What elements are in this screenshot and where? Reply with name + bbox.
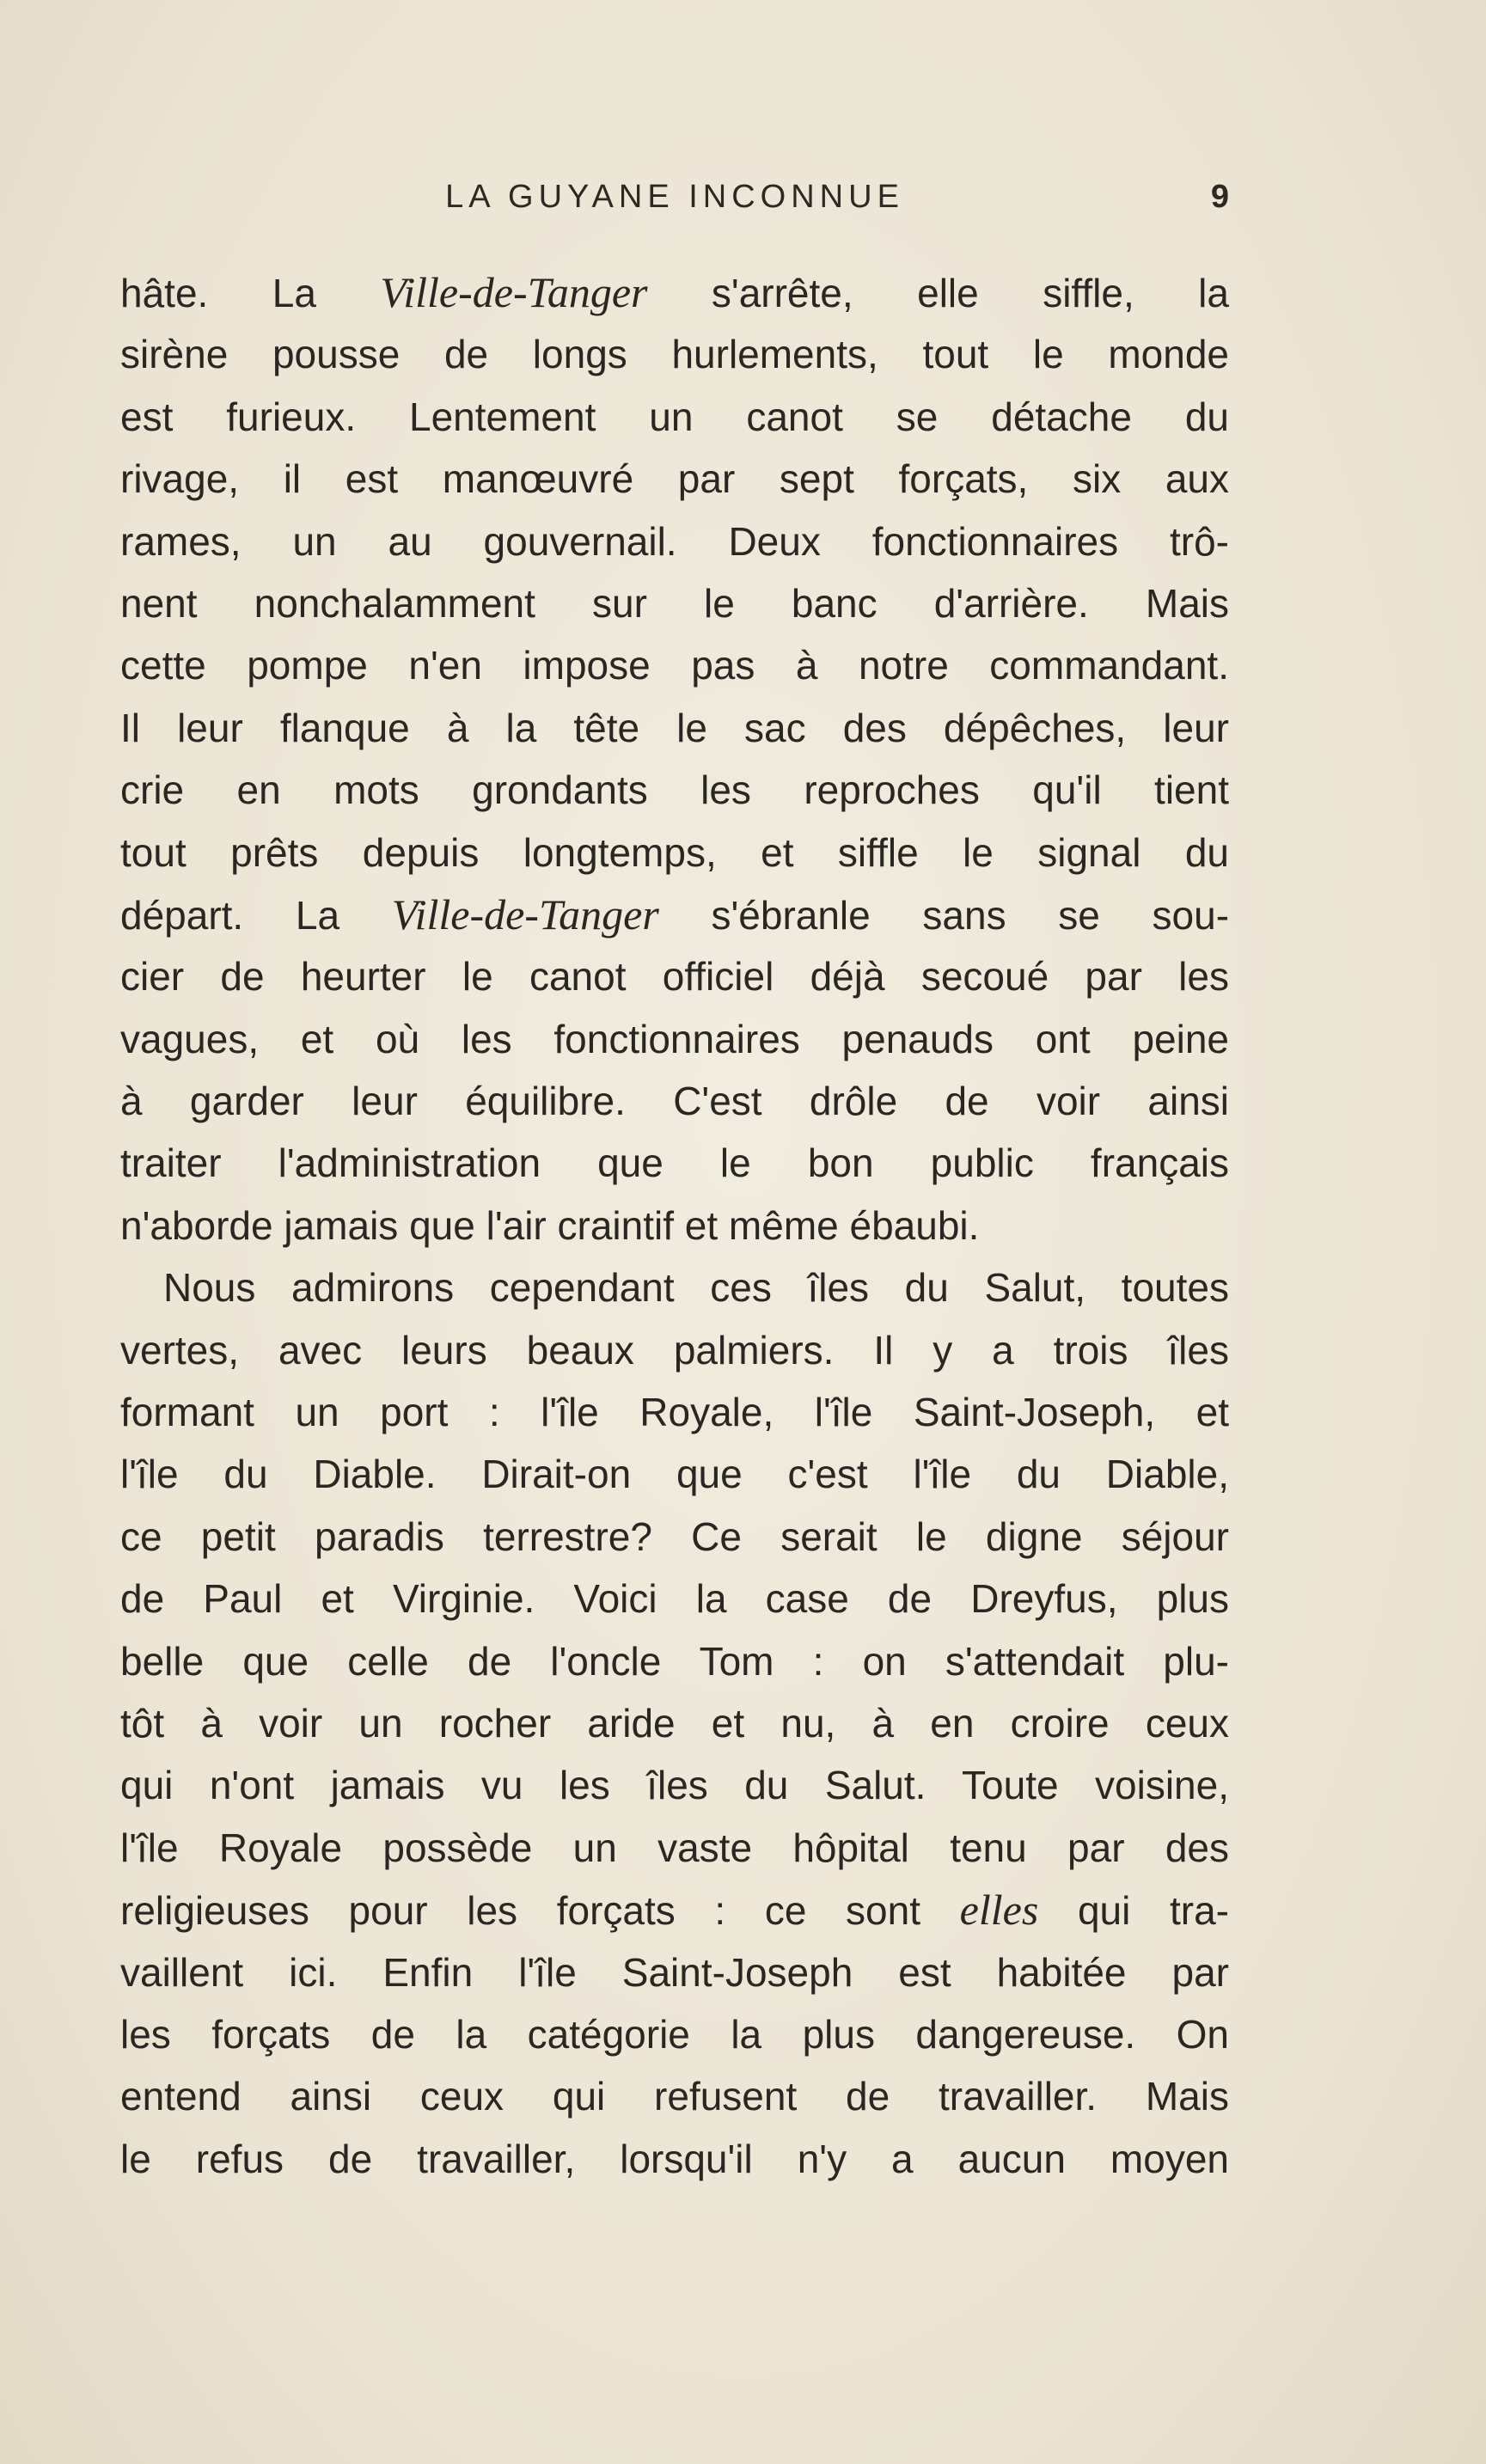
text-segment: qui tra-: [1038, 1888, 1229, 1934]
text-segment: crie en mots grondants les reproches qu'il tient: [120, 767, 1229, 813]
text-segment: religieuses pour les forçats : ce sont: [120, 1888, 960, 1934]
text-line: [120, 1568, 1229, 1629]
text-line: [120, 448, 1229, 510]
text-line: [120, 1008, 1229, 1070]
text-line: [120, 1506, 1229, 1568]
text-segment: de Paul et Virginie. Voici la case de Dreyfus, plus: [120, 1576, 1229, 1622]
text-line: [120, 261, 1229, 323]
text-line: [120, 1879, 1229, 1941]
text-line: [120, 386, 1229, 448]
text-line: [120, 1132, 1229, 1194]
text-segment: sirène pousse de longs hurlements, tout le monde: [120, 332, 1229, 377]
text-segment: s'arrête, elle siffle, la: [647, 271, 1229, 315]
text-line: [120, 1319, 1229, 1381]
text-line: [120, 1381, 1229, 1443]
text-segment: vertes, avec leurs beaux palmiers. Il y a trois îles: [120, 1327, 1229, 1373]
text-segment: belle que celle de l'oncle Tom : on s'attendait plu-: [120, 1638, 1229, 1684]
text-line: [120, 1256, 1229, 1318]
text-segment: tout prêts depuis longtemps, et siffle le signal du: [120, 829, 1229, 875]
text-segment: cette pompe n'en impose pas à notre commandant.: [120, 643, 1229, 688]
body-text: [120, 261, 1229, 2190]
text-line: [120, 1070, 1229, 1132]
text-line: [120, 2003, 1229, 2065]
text-segment: n'aborde jamais que l'air craintif et même ébaubi.: [120, 1202, 980, 1248]
text-segment: vagues, et où les fonctionnaires penauds ont peine: [120, 1016, 1229, 1061]
text-segment: départ. La: [120, 892, 392, 938]
text-segment: s'ébranle sans se sou-: [658, 892, 1229, 938]
text-segment: est furieux. Lentement un canot se détache du: [120, 394, 1229, 439]
text-segment: Nous admirons cependant ces îles du Salut, toutes: [163, 1265, 1229, 1311]
text-segment: traiter l'administration que le bon public français: [120, 1140, 1229, 1186]
text-segment: qui n'ont jamais vu les îles du Salut. Toute voisine,: [120, 1763, 1229, 1808]
text-line: [120, 323, 1229, 385]
text-line: [120, 697, 1229, 759]
text-line: [120, 1754, 1229, 1816]
text-line: [120, 1817, 1229, 1879]
text-segment: Il leur flanque à la tête le sac des dépêches, leur: [120, 705, 1229, 750]
text-segment: l'île du Diable. Dirait-on que c'est l'île du Diable,: [120, 1452, 1229, 1497]
running-head: [120, 179, 1229, 230]
text-segment: vaillent ici. Enfin l'île Saint-Joseph est habitée par: [120, 1949, 1229, 1995]
text-segment: le refus de travailler, lorsqu'il n'y a aucun moyen: [120, 2136, 1229, 2181]
text-segment: formant un port : l'île Royale, l'île Saint-Joseph, et: [120, 1390, 1229, 1435]
text-line: [120, 1941, 1229, 2003]
text-segment: à garder leur équilibre. C'est drôle de voir ainsi: [120, 1079, 1229, 1124]
text-line: [120, 1443, 1229, 1505]
text-line: [120, 572, 1229, 634]
text-segment: rivage, il est manœuvré par sept forçats, six aux: [120, 456, 1229, 502]
text-segment: les forçats de la catégorie la plus dangereuse. On: [120, 2011, 1229, 2057]
text-line: [120, 883, 1229, 945]
text-segment: ce petit paradis terrestre? Ce serait le digne séjour: [120, 1513, 1229, 1559]
text-line: [120, 634, 1229, 696]
text-line: [120, 2065, 1229, 2127]
italic-text: Ville-de-Tanger: [391, 890, 659, 939]
text-line: [120, 1630, 1229, 1692]
italic-text: Ville-de-Tanger: [380, 268, 648, 316]
text-line: [120, 1692, 1229, 1754]
text-segment: rames, un au gouvernail. Deux fonctionnaires trô-: [120, 518, 1229, 564]
text-line: [120, 1195, 1229, 1256]
page-number: 9: [1210, 179, 1229, 215]
text-line: [120, 2128, 1229, 2190]
text-line: [120, 945, 1229, 1007]
text-segment: hâte. La: [120, 271, 381, 315]
text-segment: cier de heurter le canot officiel déjà secoué par les: [120, 954, 1229, 1000]
running-head-title: LA GUYANE INCONNUE: [445, 179, 904, 215]
text-segment: l'île Royale possède un vaste hôpital tenu par des: [120, 1825, 1229, 1870]
text-segment: entend ainsi ceux qui refusent de travailler. Mais: [120, 2074, 1229, 2119]
text-segment: nent nonchalamment sur le banc d'arrière. Mais: [120, 580, 1229, 626]
text-line: [120, 759, 1229, 821]
italic-text: elles: [959, 1886, 1039, 1935]
text-segment: tôt à voir un rocher aride et nu, à en croire ceux: [120, 1700, 1229, 1746]
text-line: [120, 511, 1229, 572]
text-line: [120, 822, 1229, 883]
